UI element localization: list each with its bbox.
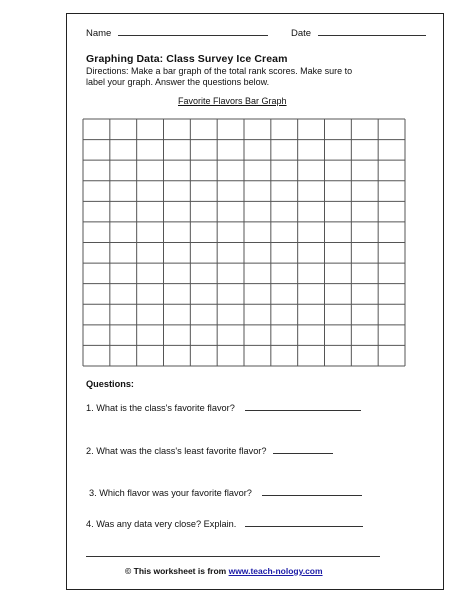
date-label: Date: [291, 28, 312, 39]
question-4-text: 4. Was any data very close? Explain.: [86, 519, 237, 529]
answer-2-blank[interactable]: [273, 444, 333, 454]
answer-4-extra-line[interactable]: [86, 556, 380, 557]
question-4: [86, 517, 363, 529]
answer-3-blank[interactable]: [262, 486, 362, 496]
question-3-text: 3. Which flavor was your favorite flavor?: [89, 488, 252, 498]
question-2: [86, 444, 333, 456]
name-blank[interactable]: [118, 26, 268, 36]
bar-graph-grid[interactable]: [82, 118, 406, 367]
footer-prefix: © This worksheet is from: [125, 566, 227, 576]
question-2-text: 2. What was the class's least favorite flavor?: [86, 446, 267, 456]
name-field[interactable]: [86, 26, 268, 39]
name-label: Name: [86, 28, 112, 39]
footer-link[interactable]: www.teach-nology.com: [228, 566, 323, 576]
question-3: [89, 486, 362, 498]
directions-line-1: Directions: Make a bar graph of the total rank scores. Make sure to: [86, 66, 353, 76]
grid-svg: [82, 118, 406, 367]
question-1: [86, 401, 361, 413]
answer-4-blank[interactable]: [245, 517, 363, 527]
answer-1-blank[interactable]: [245, 401, 361, 411]
worksheet-title: Graphing Data: Class Survey Ice Cream: [86, 53, 288, 65]
date-blank[interactable]: [318, 26, 426, 36]
graph-title: Favorite Flavors Bar Graph: [178, 96, 287, 106]
date-field[interactable]: [291, 26, 426, 39]
questions-heading: Questions:: [86, 379, 134, 389]
question-1-text: 1. What is the class's favorite flavor?: [86, 403, 235, 413]
directions-line-2: label your graph. Answer the questions below.: [86, 77, 270, 87]
footer-credit: [125, 566, 323, 576]
